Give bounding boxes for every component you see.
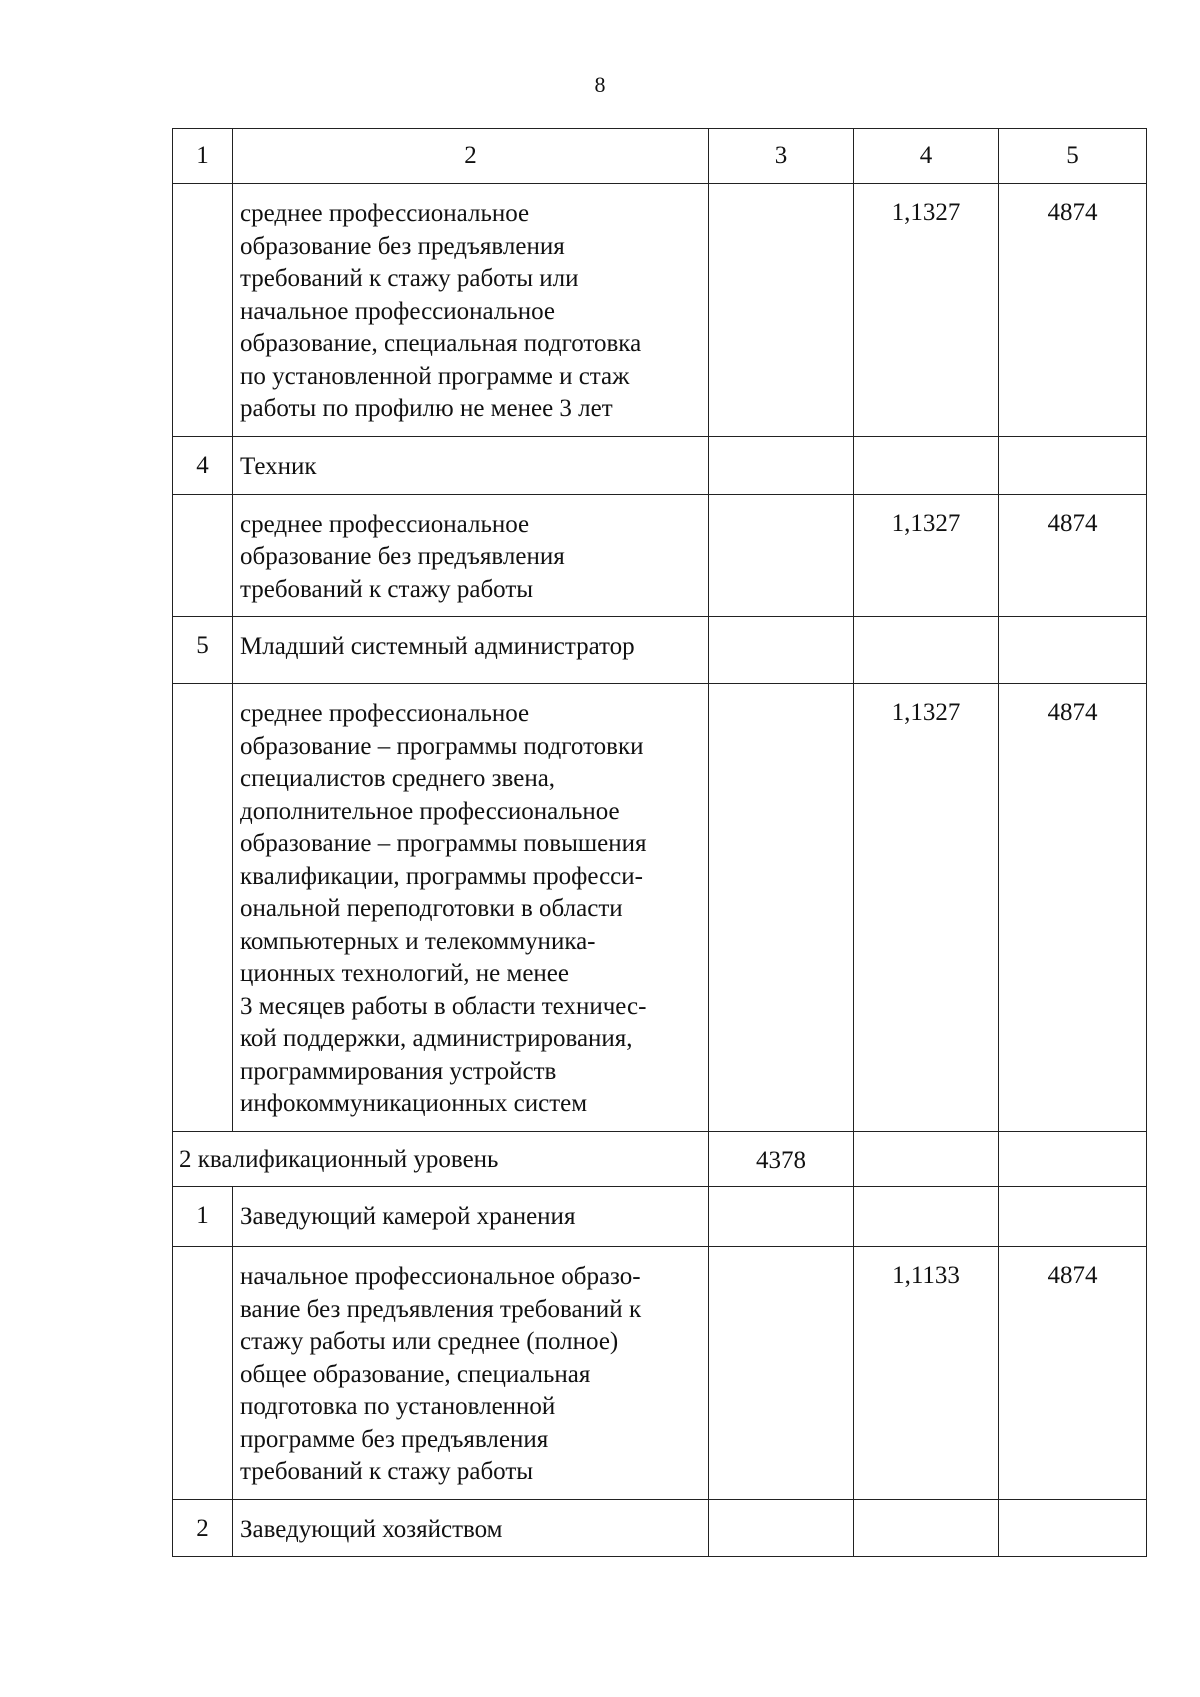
requirement-line: вание без предъявления требований к bbox=[240, 1295, 642, 1323]
requirement-line: ционных технологий, не менее bbox=[240, 960, 570, 987]
row-number-cell: 5 bbox=[173, 617, 233, 684]
requirements-cell bbox=[233, 494, 709, 617]
salary-cell: 4874 bbox=[999, 184, 1147, 437]
col5-cell bbox=[999, 1187, 1147, 1247]
table-row bbox=[173, 617, 1147, 684]
requirement-line: образование – программы повышения bbox=[240, 830, 647, 857]
qualification-level-cell: 2 квалификационный уровень bbox=[173, 1131, 709, 1187]
requirement-line: ональной переподготовки в области bbox=[240, 895, 623, 922]
page-number: 8 bbox=[594, 72, 606, 97]
col3-cell bbox=[709, 617, 854, 684]
requirement-line: образование – программы подготовки bbox=[240, 732, 644, 760]
col5-cell bbox=[999, 436, 1147, 494]
requirement-line: программе без предъявления bbox=[240, 1425, 549, 1453]
table-row bbox=[173, 1499, 1147, 1557]
requirement-line: по установленной программе и стаж bbox=[240, 362, 630, 390]
col3-cell bbox=[709, 684, 854, 1132]
row-number-cell: 1 bbox=[173, 1187, 233, 1247]
requirement-line: начальное профессиональное образо- bbox=[240, 1263, 641, 1290]
col4-cell bbox=[854, 1187, 999, 1247]
col3-cell bbox=[709, 1247, 854, 1500]
col3-cell bbox=[709, 184, 854, 437]
requirement-line: дополнительное профессиональное bbox=[240, 797, 620, 825]
requirement-line: программирования устройств bbox=[240, 1057, 557, 1085]
coefficient-cell: 1,1327 bbox=[854, 184, 999, 437]
header-col-4: 4 bbox=[854, 129, 999, 184]
table-row bbox=[173, 1131, 1147, 1187]
header-col-3: 3 bbox=[709, 129, 854, 184]
col3-cell bbox=[709, 1499, 854, 1557]
requirement-line: общее образование, специальная bbox=[240, 1360, 591, 1388]
col4-cell bbox=[854, 1131, 999, 1187]
requirement-line: образование без предъявления bbox=[240, 232, 565, 260]
requirement-line: стажу работы или среднее (полное) bbox=[240, 1328, 619, 1355]
col3-cell bbox=[709, 436, 854, 494]
position-title-cell: Техник bbox=[233, 436, 709, 494]
position-title-cell: Заведующий камерой хранения bbox=[233, 1187, 709, 1247]
requirement-line: среднее профессиональное bbox=[240, 510, 530, 538]
requirement-line: специалистов среднего звена, bbox=[240, 765, 556, 792]
table-row bbox=[173, 184, 1147, 437]
row-number-cell: 4 bbox=[173, 436, 233, 494]
requirement-line: инфокоммуникационных систем bbox=[240, 1090, 588, 1117]
salary-table bbox=[172, 128, 1147, 1557]
col5-cell bbox=[999, 1499, 1147, 1557]
position-title-cell: Заведующий хозяйством bbox=[233, 1499, 709, 1557]
header-col-2: 2 bbox=[233, 129, 709, 184]
row-number-cell: 2 bbox=[173, 1499, 233, 1557]
requirement-line: образование, специальная подготовка bbox=[240, 330, 642, 357]
col4-cell bbox=[854, 1499, 999, 1557]
requirement-line: образование без предъявления bbox=[240, 543, 565, 570]
col5-cell bbox=[999, 617, 1147, 684]
row-number-cell bbox=[173, 1247, 233, 1500]
requirement-line: требований к стажу работы bbox=[240, 575, 534, 603]
requirement-line: подготовка по установленной bbox=[240, 1393, 556, 1420]
requirement-line: требований к стажу работы bbox=[240, 1458, 534, 1485]
col4-cell bbox=[854, 617, 999, 684]
salary-cell: 4874 bbox=[999, 684, 1147, 1132]
coefficient-cell: 1,1133 bbox=[854, 1247, 999, 1500]
table-row bbox=[173, 684, 1147, 1132]
table-row bbox=[173, 494, 1147, 617]
salary-cell: 4874 bbox=[999, 1247, 1147, 1500]
base-salary-cell: 4378 bbox=[709, 1131, 854, 1187]
requirement-line: работы по профилю не менее 3 лет bbox=[240, 395, 613, 422]
requirements-cell bbox=[233, 1247, 709, 1500]
table-row bbox=[173, 1247, 1147, 1500]
col3-cell bbox=[709, 1187, 854, 1247]
row-number-cell bbox=[173, 494, 233, 617]
header-col-5: 5 bbox=[999, 129, 1147, 184]
coefficient-cell: 1,1327 bbox=[854, 684, 999, 1132]
requirements-cell bbox=[233, 184, 709, 437]
table-row bbox=[173, 436, 1147, 494]
requirement-line: начальное профессиональное bbox=[240, 297, 555, 325]
row-number-cell bbox=[173, 184, 233, 437]
requirement-line: квалификации, программы професси- bbox=[240, 862, 643, 890]
salary-cell: 4874 bbox=[999, 494, 1147, 617]
header-col-1: 1 bbox=[173, 129, 233, 184]
requirement-line: среднее профессиональное bbox=[240, 700, 530, 727]
requirement-line: кой поддержки, администрирования, bbox=[240, 1025, 633, 1052]
requirement-line: компьютерных и телекоммуника- bbox=[240, 927, 596, 955]
requirement-line: требований к стажу работы или bbox=[240, 265, 579, 292]
coefficient-cell: 1,1327 bbox=[854, 494, 999, 617]
table-row bbox=[173, 1187, 1147, 1247]
table-header-row bbox=[173, 129, 1147, 184]
col3-cell bbox=[709, 494, 854, 617]
requirement-line: 3 месяцев работы в области техничес- bbox=[240, 992, 647, 1020]
col4-cell bbox=[854, 436, 999, 494]
row-number-cell bbox=[173, 684, 233, 1132]
position-title-cell: Младший системный администратор bbox=[233, 617, 709, 684]
requirements-cell bbox=[233, 684, 709, 1132]
col5-cell bbox=[999, 1131, 1147, 1187]
requirement-line: среднее профессиональное bbox=[240, 200, 530, 227]
